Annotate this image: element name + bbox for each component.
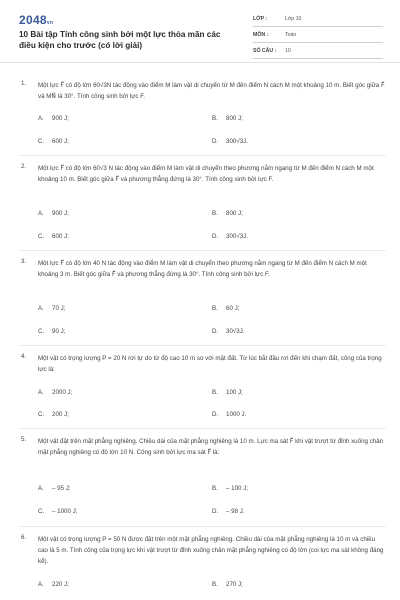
question-separator <box>18 526 386 527</box>
site-logo[interactable] <box>19 13 53 27</box>
logo-suffix: vn <box>46 20 54 26</box>
meta-table <box>253 11 383 59</box>
header-divider <box>0 62 400 63</box>
option-c[interactable]: C. – 1000 J; <box>38 508 78 515</box>
option-d[interactable]: D. 300√3J. <box>212 233 248 240</box>
question-text: Một vật có trọng lượng P = 50 N được đặt trên một mặt phẳng nghiêng. Chiều dài của mặt phẳng nghiêng là 10 m và chiều cao là 5 m. Tính công của trọng lực khi vật trượt từ đỉnh xuống chân mặt phẳng nghiêng có độ lớn (coi lực ma sát không đáng kể). <box>38 536 384 565</box>
option-a[interactable]: A. 70 J; <box>38 305 66 312</box>
option-d[interactable]: D. 1000 J. <box>212 411 247 418</box>
question-separator <box>18 155 386 156</box>
option-a[interactable]: A. – 95 J; <box>38 485 71 492</box>
meta-key: SỐ CÂU : <box>253 47 277 54</box>
question-number: 3. <box>21 258 27 265</box>
option-c[interactable]: C. 600 J; <box>38 233 69 240</box>
question-text: Một vật có trọng lượng P = 20 N rơi tự do từ độ cao 10 m so với mặt đất. Từ lúc bắt đầu rơi đến khi chạm đất, công của trọng lực là: <box>38 355 382 373</box>
question-number: 6. <box>21 534 27 541</box>
question-text: Một lực F⃗ có độ lớn 40 N tác động vào điểm M làm vật di chuyển theo phương nằm ngang từ M đến điểm N cách M một khoảng 3 m. Biết góc giữa F⃗ và phương thẳng đứng là 30°. Tính công sinh bởi lực F. <box>38 260 367 278</box>
question-text: Một vật đặt trên mặt phẳng nghiêng. Chiều dài của mặt phẳng nghiêng là 10 m. Lực ma sát F⃗ khi vật trượt từ đỉnh xuống chân mặt phẳng nghiêng có độ lớn 10 N. Công sinh bởi lực ma sát F⃗ là: <box>38 438 384 456</box>
meta-key: LỚP : <box>253 15 268 22</box>
question-separator <box>18 428 386 429</box>
option-b[interactable]: B. 270 J; <box>212 581 243 588</box>
page-title: 10 Bài tập Tính công sinh bởi một lực thỏa mãn các điều kiện cho trước (có lời giải) <box>19 30 221 50</box>
question-number: 2. <box>21 163 27 170</box>
option-b[interactable]: B. – 100 J; <box>212 485 249 492</box>
meta-key: MÔN : <box>253 31 269 38</box>
option-b[interactable]: B. 100 J; <box>212 389 243 396</box>
option-b[interactable]: B. 60 J; <box>212 305 240 312</box>
page-header <box>0 0 400 62</box>
option-b[interactable]: B. 800 J; <box>212 210 243 217</box>
question-number: 4. <box>21 353 27 360</box>
meta-row-subject <box>253 27 383 43</box>
option-c[interactable]: C. 600 J; <box>38 138 69 145</box>
meta-value: Lớp 10 <box>285 15 302 22</box>
option-a[interactable]: A. 220 J; <box>38 581 69 588</box>
meta-value: 10 <box>285 47 291 54</box>
meta-row-count <box>253 43 383 59</box>
question-text: Một lực F⃗ có độ lớn 60√3N tác động vào điểm M làm vật di chuyển từ M đến điểm N cách M một khoảng 10 m. Biết góc giữa F⃗ và MN⃗ là 30°. Tính công sinh bởi lực F. <box>38 82 385 100</box>
question-number: 5. <box>21 436 27 443</box>
question-separator <box>18 250 386 251</box>
question-text: Một lực F⃗ có độ lớn 60√3 N tác động vào điểm M làm vật di chuyển theo phương nằm ngang từ M đến điểm N cách M một khoảng 10 m. Biết góc giữa F⃗ và phương thẳng đứng là 30°. Tính công sinh bởi lực F. <box>38 165 374 183</box>
option-d[interactable]: D. 30√3J. <box>212 328 245 335</box>
option-a[interactable]: A. 900 J; <box>38 115 69 122</box>
question-number: 1. <box>21 80 27 87</box>
option-b[interactable]: B. 800 J; <box>212 115 243 122</box>
option-c[interactable]: C. 90 J; <box>38 328 66 335</box>
meta-row-class <box>253 11 383 27</box>
option-a[interactable]: A. 2000 J; <box>38 389 73 396</box>
option-d[interactable]: D. – 98 J. <box>212 508 245 515</box>
option-a[interactable]: A. 900 J; <box>38 210 69 217</box>
question-separator <box>18 345 386 346</box>
meta-value: Toán <box>285 31 297 38</box>
option-c[interactable]: C. 200 J; <box>38 411 69 418</box>
option-d[interactable]: D. 300√3J. <box>212 138 248 145</box>
logo-text: 2048 <box>19 13 47 27</box>
